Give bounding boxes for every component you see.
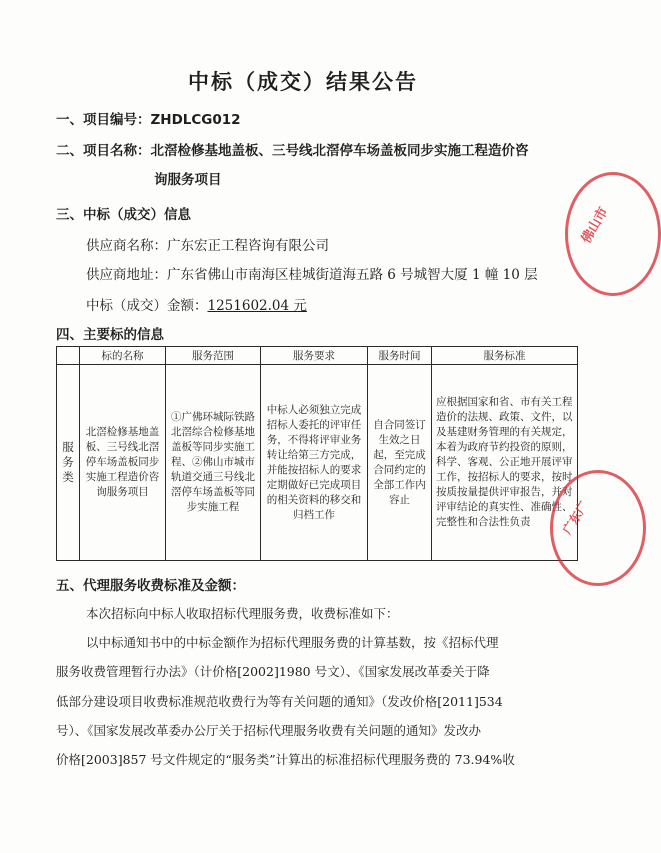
page-title: 中标（成交）结果公告 (188, 70, 418, 94)
table-corner-cell (57, 347, 80, 365)
project-number: 一、项目编号：ZHDLCG012 (56, 112, 241, 128)
fee-paragraph-line: 号）、《国家发展改革委办公厅关于招标代理服务收费有关问题的通知》发改办 (56, 723, 482, 738)
award-amount-value: 1251602.04 元 (207, 298, 307, 314)
award-amount (86, 294, 307, 314)
cell-service-time: 自合同签订生效之日起，至完成合同约定的全部工作内容止 (368, 365, 432, 561)
header-subject-name: 标的名称 (80, 347, 166, 365)
official-seal-stamp (565, 172, 661, 296)
fee-paragraph-line: 低部分建设项目收费标准规范收费行为等有关问题的通知》（发改价格[2011]534 (56, 694, 503, 709)
cell-service-scope: ①广佛环城际铁路北滘综合检修基地盖板等同步实施工程、②佛山市城市轨道交通三号线北滘停车场盖板等同步实施工程 (166, 365, 261, 561)
supplier-address: 供应商地址：广东省佛山市南海区桂城街道海五路 6 号城智大厦 1 幢 10 层 (86, 267, 538, 283)
supplier-name: 供应商名称：广东宏正工程咨询有限公司 (86, 238, 329, 254)
fee-paragraph-line: 以中标通知书中的中标金额作为招标代理服务费的计算基数，按《招标代理 (86, 635, 499, 650)
section-award-info: 三、中标（成交）信息 (56, 207, 191, 223)
header-service-scope: 服务范围 (166, 347, 261, 365)
table-row (57, 365, 578, 561)
section-subject-info: 四、主要标的信息 (56, 327, 164, 343)
cell-service-standard: 应根据国家和省、市有关工程造价的法规、政策、文件，以及基建财务管理的有关规定，本着为政府节约投资的原则，科学、客观、公正地开展评审工作，按招标人的要求，按时按质按量提供评审报告，并对评审结论的真实性、准确性、完整性和合法性负责 (432, 365, 578, 561)
header-service-requirement: 服务要求 (261, 347, 368, 365)
seal-text: 佛山市 (578, 204, 612, 247)
subject-info-table (56, 346, 578, 561)
table-header-row (57, 347, 578, 365)
award-amount-label: 中标（成交）金额： (86, 298, 208, 314)
fee-intro: 本次招标向中标人收取招标代理服务费，收费标准如下： (86, 606, 399, 621)
fee-paragraph-line: 服务收费管理暂行办法》（计价格[2002]1980 号文）、《国家发展改革委关于降 (56, 664, 490, 679)
fee-paragraph-line: 价格[2003]857 号文件规定的“服务类”计算出的标准招标代理服务费的 73.94%收 (56, 752, 515, 767)
cell-service-requirement: 中标人必须独立完成招标人委托的评审任务，不得将评审业务转让给第三方完成，并能按招标人的要求定期做好已完成项目的相关资料的移交和归档工作 (261, 365, 368, 561)
header-service-time: 服务时间 (368, 347, 432, 365)
category-cell: 服务类 (57, 365, 80, 561)
official-seal-stamp (550, 470, 646, 586)
project-name-line1: 二、项目名称：北滘检修基地盖板、三号线北滘停车场盖板同步实施工程造价咨 (56, 143, 529, 159)
section-agency-fee: 五、代理服务收费标准及金额： (56, 578, 245, 594)
seal-text: 广东广 (559, 498, 591, 537)
project-name-line2: 询服务项目 (154, 172, 222, 188)
header-service-standard: 服务标准 (432, 347, 578, 365)
cell-subject-name: 北滘检修基地盖板、三号线北滘停车场盖板同步实施工程造价咨询服务项目 (80, 365, 166, 561)
